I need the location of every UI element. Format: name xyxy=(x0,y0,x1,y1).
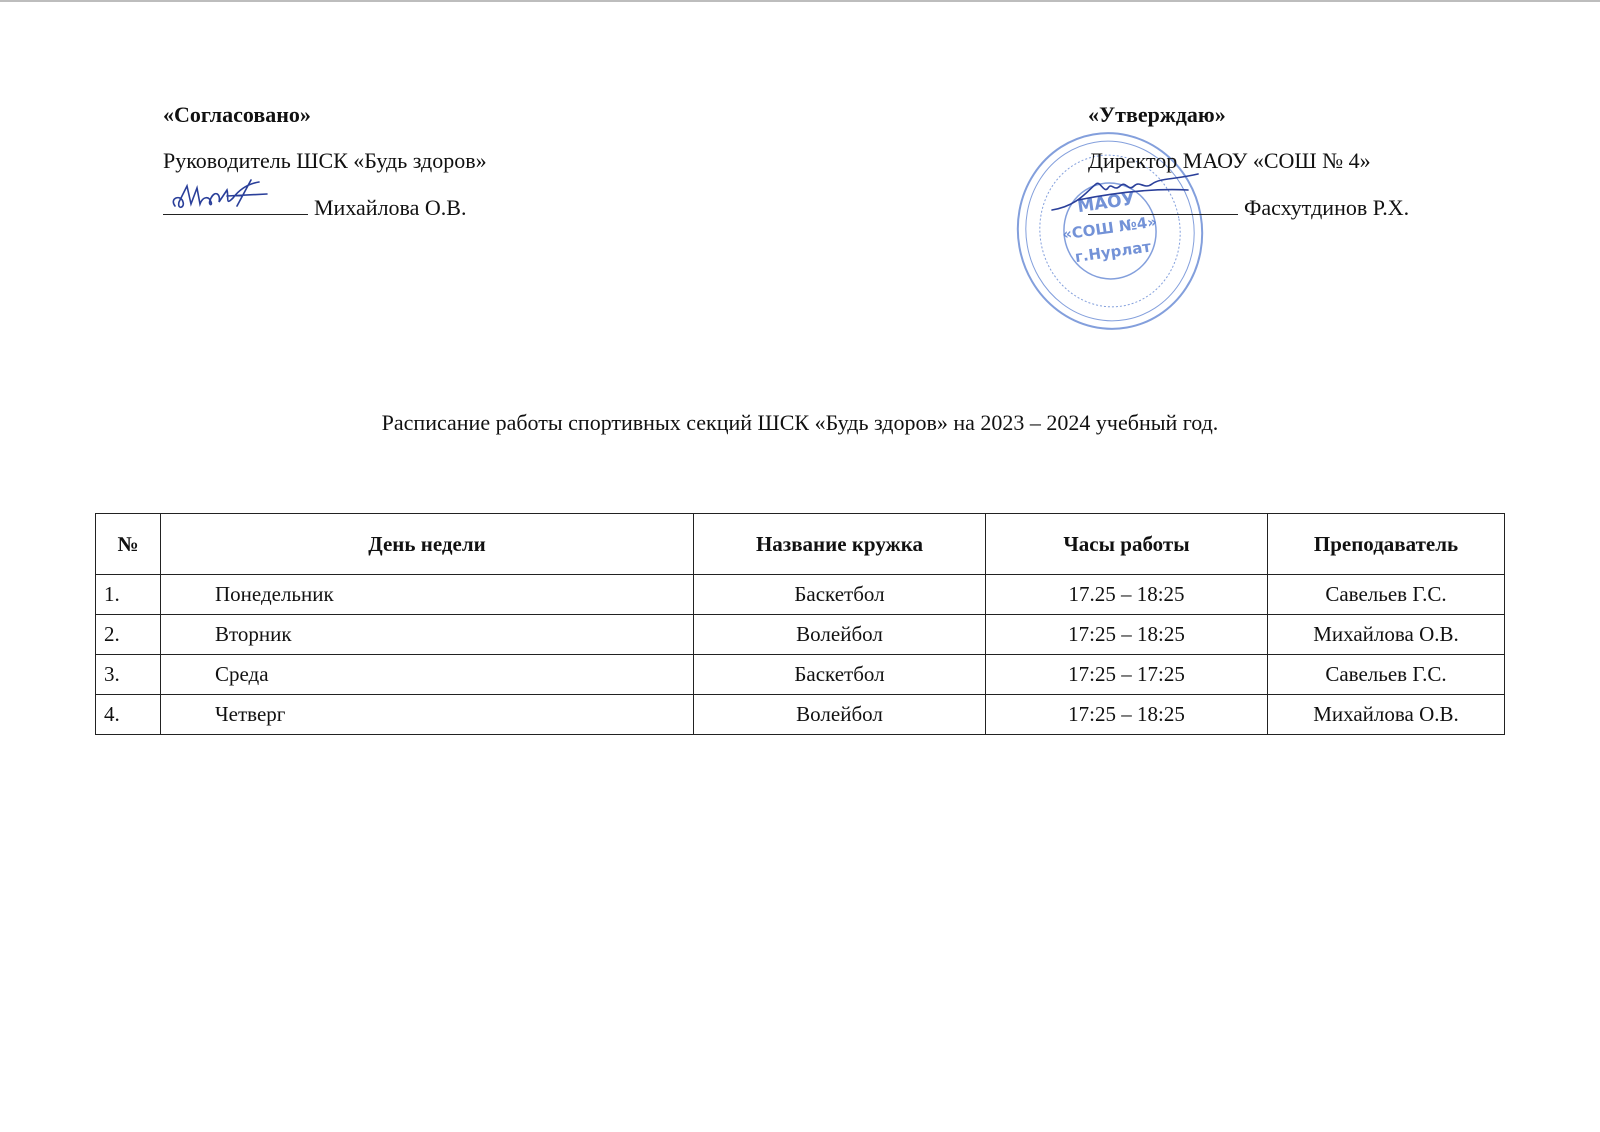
agreed-signature xyxy=(167,176,277,216)
stamp-line-1: МАОУ xyxy=(1076,189,1137,218)
document-title: Расписание работы спортивных секций ШСК «Будь здоров» на 2023 – 2024 учебный год. xyxy=(381,410,1219,435)
approved-signatory: Фасхутдинов Р.Х. xyxy=(1244,195,1410,220)
row-hours: 17:25 – 18:25 xyxy=(986,695,1268,735)
schedule-table xyxy=(95,513,1505,735)
header-day: День недели xyxy=(161,514,694,575)
row-club: Баскетбол xyxy=(694,575,986,615)
table-row xyxy=(96,575,1505,615)
row-teacher: Савельев Г.С. xyxy=(1268,655,1505,695)
agreed-signatory: Михайлова О.В. xyxy=(314,195,467,220)
row-club: Волейбол xyxy=(694,695,986,735)
row-day: Четверг xyxy=(161,695,694,735)
row-number: 4. xyxy=(96,695,161,735)
row-club: Волейбол xyxy=(694,615,986,655)
agreed-heading: «Согласовано» xyxy=(163,102,311,127)
table-header-row xyxy=(96,514,1505,575)
approved-signature xyxy=(1048,170,1208,216)
row-club: Баскетбол xyxy=(694,655,986,695)
row-number: 1. xyxy=(96,575,161,615)
approved-block xyxy=(1088,100,1568,223)
agreed-position: Руководитель ШСК «Будь здоров» xyxy=(163,148,487,173)
row-teacher: Михайлова О.В. xyxy=(1268,615,1505,655)
row-day: Понедельник xyxy=(161,575,694,615)
approved-signature-blank xyxy=(1088,190,1238,215)
agreed-block xyxy=(163,100,763,223)
approved-sign-line xyxy=(1088,190,1568,223)
table-row xyxy=(96,695,1505,735)
stamp-line-2: «СОШ №4» xyxy=(1061,212,1159,244)
header-teacher: Преподаватель xyxy=(1268,514,1505,575)
row-teacher: Савельев Г.С. xyxy=(1268,575,1505,615)
agreed-sign-line xyxy=(163,190,763,223)
row-number: 3. xyxy=(96,655,161,695)
row-teacher: Михайлова О.В. xyxy=(1268,695,1505,735)
row-hours: 17:25 – 18:25 xyxy=(986,615,1268,655)
row-day: Среда xyxy=(161,655,694,695)
scan-edge xyxy=(0,0,1600,2)
row-day: Вторник xyxy=(161,615,694,655)
agreed-signature-blank xyxy=(163,190,308,215)
stamp-line-3: г.Нурлат xyxy=(1073,237,1153,267)
approved-position: Директор МАОУ «СОШ № 4» xyxy=(1088,148,1371,173)
table-row xyxy=(96,655,1505,695)
row-hours: 17:25 – 17:25 xyxy=(986,655,1268,695)
row-hours: 17.25 – 18:25 xyxy=(986,575,1268,615)
table-row xyxy=(96,615,1505,655)
header-club: Название кружка xyxy=(694,514,986,575)
approved-heading: «Утверждаю» xyxy=(1088,102,1226,127)
row-number: 2. xyxy=(96,615,161,655)
header-hours: Часы работы xyxy=(986,514,1268,575)
header-number: № xyxy=(96,514,161,575)
